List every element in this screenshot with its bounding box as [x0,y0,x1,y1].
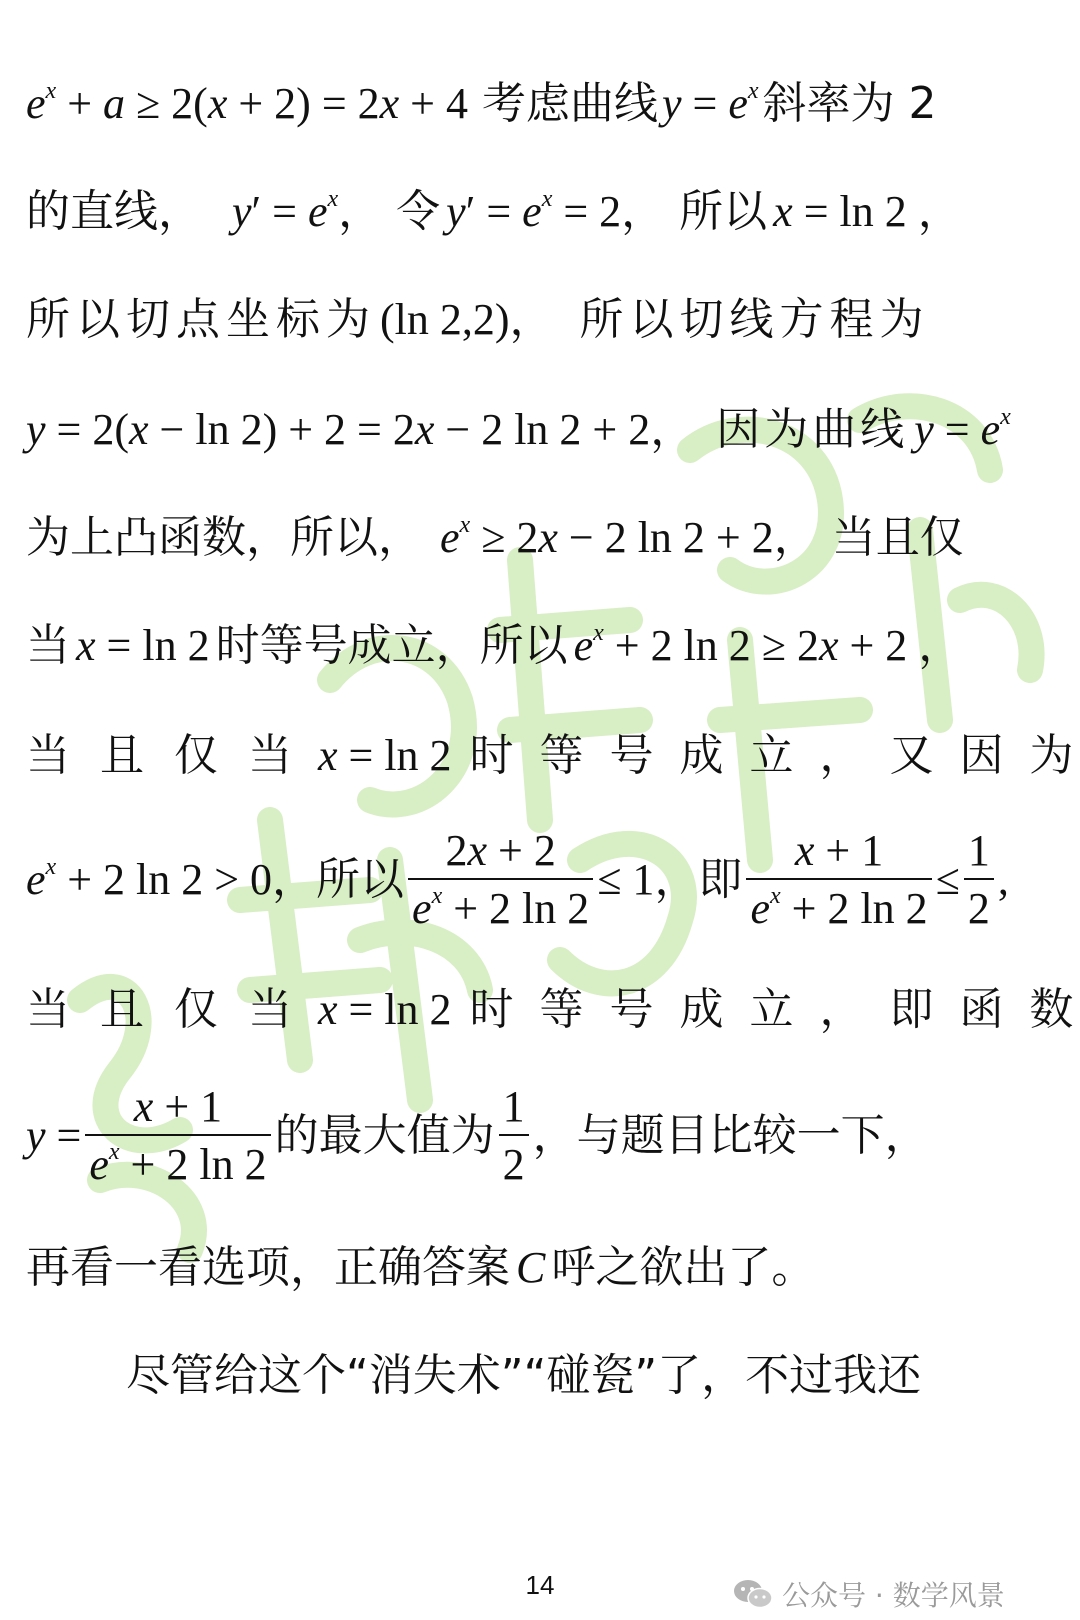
text-line-6 [26,616,1054,676]
text-segment: 考虑曲线 [482,78,658,129]
text-line-4 [26,400,1054,460]
text-segment: 的直线， [26,186,202,237]
text-segment: 的最大值为 [274,1110,495,1161]
text-segment: ， 令 [338,186,441,237]
text-line-2 [26,182,1054,242]
text-line-12 [26,1346,1054,1406]
text-segment: ， 所以切线方程为 [509,294,930,345]
math-relation: ≤ 1 [597,855,655,904]
math-punct: , [997,855,1009,904]
math-fraction: $\frac{x + 1}{e^x + 2 \ln 2}$ [746,826,931,934]
math-fraction: $\frac{2x + 2}{e^x + 2 \ln 2}$ [408,826,593,934]
math-relation: ≤ [935,855,960,904]
math-condition: x = ln 2 [317,731,452,780]
text-segment: 时 等 号 成 立 ， 又 因 为 [469,730,1080,781]
text-line-5 [26,508,1054,568]
math-fraction-half: $\frac{1}{2}$ [499,1082,529,1190]
math-derivative: $y' = e^x$ [232,186,339,236]
text-segment: 当 且 仅 当 [26,730,300,781]
math-inequality: $e^x + 2$ ln 2 ≥ 2x + 2 ， [573,620,963,670]
text-line-7 [26,726,1080,786]
math-point: (ln 2,2) [380,295,510,344]
math-function: y = [26,1111,82,1160]
math-fraction: $\frac{x + 1}{e^x + 2 \ln 2}$ [85,1082,270,1190]
text-segment: ，与题目比较一下， [532,1110,929,1161]
text-line-10 [26,1082,1054,1189]
text-segment: 呼之欲出了。 [551,1242,816,1293]
wechat-icon [732,1578,774,1610]
math-curve: $y = e^x$ [662,78,759,128]
text-segment: ， 所以 [621,186,768,237]
math-inequality: $e^x \ge 2x - 2$ ln 2 + 2 [440,512,774,562]
math-curve: $y = e^x$ [914,404,1011,454]
text-segment: ，所以 [272,854,405,905]
math-solution: x = ln 2 ， [773,187,962,236]
text-segment: 为上凸函数，所以， [26,512,422,563]
paragraph-start: 尽管给这个“消失术”“碰瓷”了，不过我还 [126,1350,922,1401]
math-answer: C [516,1243,546,1292]
text-line-9 [26,980,1080,1040]
text-segment: 再看一看选项，正确答案 [26,1242,510,1293]
text-line-1 [26,74,1054,134]
text-segment: ， 因为曲线 [650,404,909,455]
math-condition: x = ln 2 [317,985,452,1034]
text-segment: ，即 [654,854,743,905]
text-segment: 时等号成立，所以 [215,620,568,671]
text-line-8 [26,826,1054,933]
math-condition: x = ln 2 [76,621,210,670]
text-line-11 [26,1238,1054,1298]
page-number: 14 [525,1570,555,1600]
math-inequality: $e^x + a \ge 2(x + 2) = 2x + 4$ [26,78,468,128]
footer-brand-label: 公众号 · 数学风景 [782,1579,1005,1612]
text-segment: 时 等 号 成 立 ， 即 函 数 [469,984,1080,1035]
math-tangent-line: y = 2(x − ln 2) + 2 = 2x − 2 ln 2 + 2 [26,405,651,454]
math-fraction-half: $\frac{1}{2}$ [964,826,994,934]
math-positivity: $e^x + 2$ ln 2 > 0 [26,854,273,904]
text-segment: 当 且 仅 当 [26,984,300,1035]
text-segment: 所以切点坐标为 [26,294,376,345]
math-equation: $y' = e^x = 2$ [446,186,622,236]
footer-brand[interactable] [732,1574,1005,1614]
text-segment: 斜率为 2 [762,78,937,129]
text-segment: ， 当且仅 [773,512,964,563]
text-segment: 当 [26,620,70,671]
text-line-3 [26,290,1054,350]
